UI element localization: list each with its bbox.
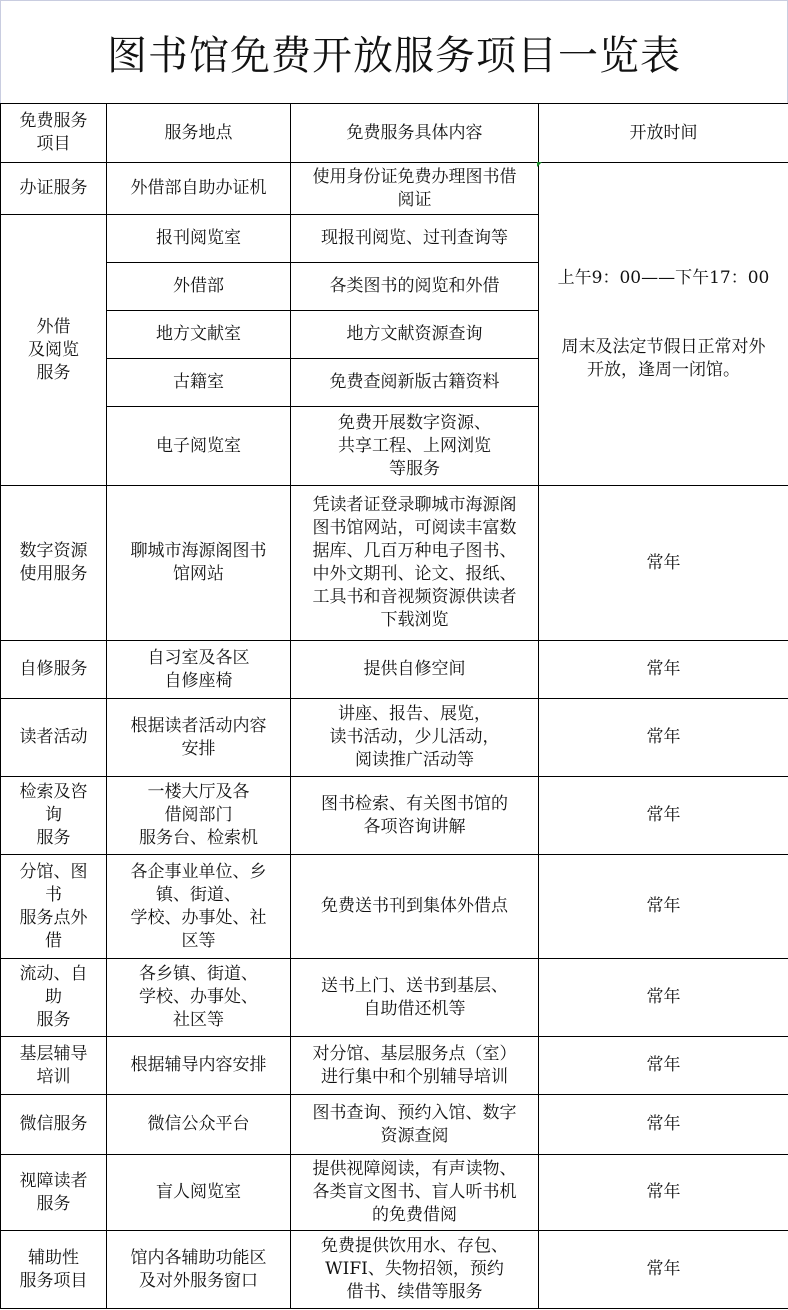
service-content-cell: 对分馆、基层服务点（室） 进行集中和个别辅导培训 [291,1037,539,1095]
table-row [1,959,788,1037]
service-content-cell: 地方文献资源查询 [291,311,539,359]
table-row [1,1155,788,1231]
table-row [1,1231,788,1309]
header-content: 免费服务具体内容 [291,104,539,163]
title-area [0,0,788,104]
service-content-cell: 免费提供饮用水、存包、 WIFI、失物招领，预约 借书、续借等服务 [291,1231,539,1309]
opening-hours-cell: 常年 [539,1155,788,1231]
opening-hours-cell: 常年 [539,641,788,699]
table-row [1,1037,788,1095]
page-title: 图书馆免费开放服务项目一览表 [107,33,681,79]
table-row [1,1095,788,1155]
service-place-cell: 馆内各辅助功能区 及对外服务窗口 [107,1231,291,1309]
service-content-cell: 使用身份证免费办理图书借 阅证 [291,163,539,215]
service-content-cell: 图书检索、有关图书馆的 各项咨询讲解 [291,777,539,855]
service-content-cell: 图书查询、预约入馆、数字 资源查阅 [291,1095,539,1155]
opening-hours-cell: 常年 [539,1095,788,1155]
service-item-cell: 读者活动 [1,699,107,777]
service-item-cell: 辅助性 服务项目 [1,1231,107,1309]
opening-hours-cell: 常年 [539,1231,788,1309]
service-content-cell: 提供自修空间 [291,641,539,699]
header-row [1,104,788,163]
service-place-cell: 各企事业单位、乡 镇、街道、 学校、办事处、社 区等 [107,855,291,959]
service-content-cell: 各类图书的阅览和外借 [291,263,539,311]
service-item-cell: 流动、自 助 服务 [1,959,107,1037]
service-content-cell: 提供视障阅读，有声读物、 各类盲文图书、盲人听书机 的免费借阅 [291,1155,539,1231]
service-place-cell: 聊城市海源阁图书 馆网站 [107,486,291,641]
service-content-cell: 讲座、报告、展览， 读书活动，少儿活动， 阅读推广活动等 [291,699,539,777]
service-content-cell: 现报刊阅览、过刊查询等 [291,215,539,263]
service-place-cell: 外借部自助办证机 [107,163,291,215]
opening-hours-cell: 常年 [539,699,788,777]
service-content-cell: 免费查阅新版古籍资料 [291,359,539,407]
table-row [1,163,788,215]
table-row [1,699,788,777]
service-item-cell: 数字资源 使用服务 [1,486,107,641]
cell-comment-marker [537,162,542,167]
service-place-cell: 地方文献室 [107,311,291,359]
table-row [1,486,788,641]
opening-hours-cell: 常年 [539,486,788,641]
service-item-cell: 自修服务 [1,641,107,699]
opening-hours-cell: 常年 [539,959,788,1037]
service-place-cell: 盲人阅览室 [107,1155,291,1231]
service-item-cell: 外借 及阅览 服务 [1,215,107,486]
opening-hours-cell: 常年 [539,855,788,959]
header-item: 免费服务 项目 [1,104,107,163]
service-place-cell: 自习室及各区 自修座椅 [107,641,291,699]
opening-hours-cell: 常年 [539,1037,788,1095]
service-content-cell: 免费送书刊到集体外借点 [291,855,539,959]
service-place-cell: 电子阅览室 [107,407,291,486]
service-place-cell: 根据辅导内容安排 [107,1037,291,1095]
service-place-cell: 根据读者活动内容 安排 [107,699,291,777]
services-table [0,103,788,1309]
service-place-cell: 古籍室 [107,359,291,407]
header-hours: 开放时间 [539,104,788,163]
table-row [1,855,788,959]
service-item-cell: 检索及咨 询 服务 [1,777,107,855]
service-content-cell: 免费开展数字资源、 共享工程、上网浏览 等服务 [291,407,539,486]
service-place-cell: 微信公众平台 [107,1095,291,1155]
service-content-cell: 凭读者证登录聊城市海源阁 图书馆网站，可阅读丰富数 据库、几百万种电子图书、 中外文期刊、论文、报纸、 工具书和音视频资源供读者 下载浏览 [291,486,539,641]
table-row [1,777,788,855]
service-item-cell: 分馆、图 书 服务点外 借 [1,855,107,959]
table-row [1,641,788,699]
service-place-cell: 外借部 [107,263,291,311]
service-place-cell: 各乡镇、街道、 学校、办事处、 社区等 [107,959,291,1037]
service-item-cell: 视障读者 服务 [1,1155,107,1231]
service-content-cell: 送书上门、送书到基层、 自助借还机等 [291,959,539,1037]
service-item-cell: 基层辅导 培训 [1,1037,107,1095]
header-place: 服务地点 [107,104,291,163]
service-place-cell: 一楼大厅及各 借阅部门 服务台、检索机 [107,777,291,855]
service-item-cell: 微信服务 [1,1095,107,1155]
service-place-cell: 报刊阅览室 [107,215,291,263]
service-item-cell: 办证服务 [1,163,107,215]
opening-hours-cell: 上午9：00——下午17：00 周末及法定节假日正常对外 开放，逢周一闭馆。 [539,163,788,486]
opening-hours-cell: 常年 [539,777,788,855]
